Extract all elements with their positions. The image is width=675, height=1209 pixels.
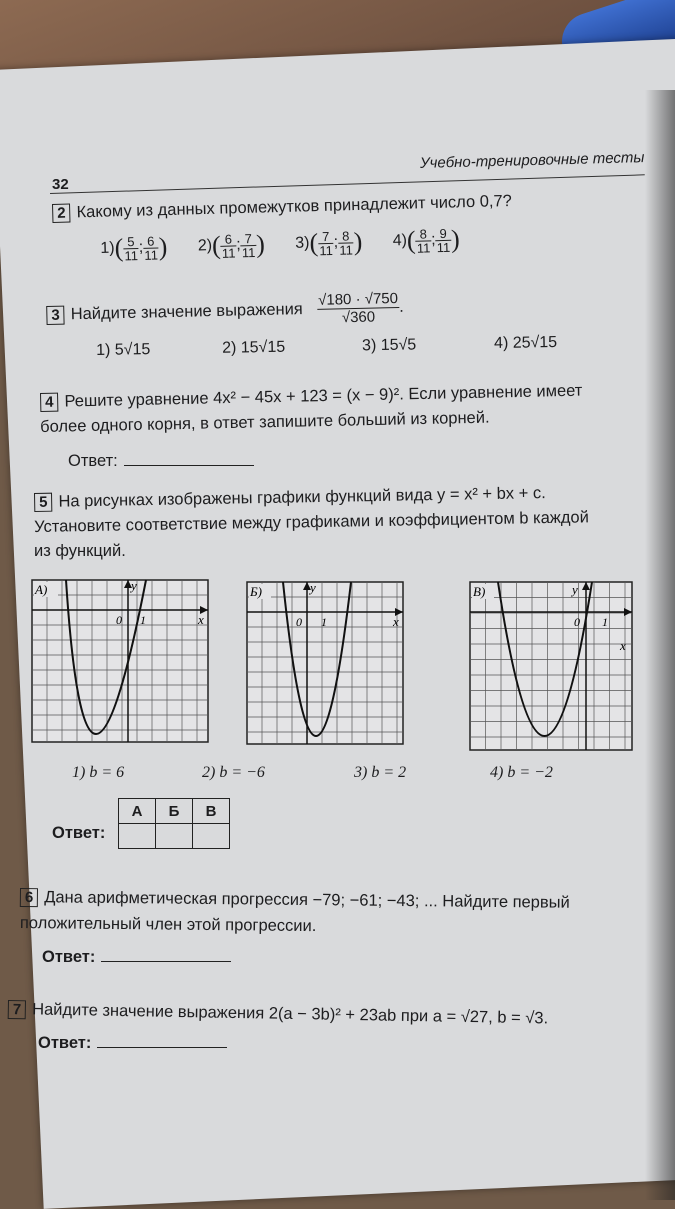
q2-option: 1)( $\frac{5}{11}$ ; $\frac{6}{11}$ ) — [100, 232, 168, 263]
question-line: Установите соответствие между графиками и коэффициентом b каждой — [34, 508, 590, 536]
answer-field[interactable] — [101, 961, 231, 962]
q5-option: 4) b = −2 — [490, 764, 553, 781]
answer-label: Ответ: — [52, 824, 106, 842]
answer-row — [68, 452, 254, 471]
answer-cell[interactable] — [193, 824, 230, 849]
graph-label: Б) — [250, 584, 262, 599]
question-3: 3 Найдите значение выражения $\frac{√180 \cdot √750}{√360}$ . — [46, 290, 404, 333]
origin-label: 0 — [116, 613, 122, 627]
q3-option: 3) 15√5 — [361, 336, 417, 355]
question-line: более одного корня, в ответ запишите больший из корней. — [40, 408, 490, 436]
answer-row — [42, 948, 231, 967]
origin-label: 0 — [296, 615, 302, 629]
question-number: 3 — [46, 305, 65, 324]
q3-option: 4) 25√15 — [493, 333, 558, 353]
answer-row — [38, 1034, 227, 1053]
q5-option: 3) b = 2 — [354, 764, 407, 781]
question-number: 2 — [52, 204, 71, 223]
answer-label: Ответ: — [38, 1034, 92, 1052]
table-header: В — [193, 799, 230, 824]
table-header: А — [119, 799, 156, 824]
question-number: 4 — [40, 393, 59, 412]
graph-label: А) — [35, 582, 48, 597]
question-text: Найдите значение выражения 2(a − 3b)² + 23ab при a = √27, b = √3. — [32, 1000, 549, 1028]
graph-c — [468, 580, 638, 754]
question-line: Дана арифметическая прогрессия −79; −61; −43; ... Найдите первый — [44, 888, 570, 912]
question-2 — [52, 192, 512, 223]
answer-label: Ответ: — [68, 452, 118, 470]
question-text: Какому из данных промежутков принадлежит число 0,7? — [76, 191, 513, 222]
q3-option: 1) 5√15 — [96, 341, 151, 359]
question-number: 5 — [34, 493, 53, 512]
x-axis-label: x — [198, 612, 204, 627]
unit-label: 1 — [321, 615, 327, 629]
question-7 — [8, 1000, 549, 1028]
answer-table — [118, 798, 230, 849]
question-line: На рисунках изображены графики функций вида y = x² + bx + c. — [58, 484, 546, 511]
question-4 — [40, 382, 583, 412]
q2-option: 2)( $\frac{6}{11}$ ; $\frac{7}{11}$ ) — [197, 229, 266, 261]
graph-a — [30, 578, 212, 746]
unit-label: 1 — [602, 615, 608, 629]
q3-fraction: $\frac{√180 \cdot √750}{√360}$ — [317, 290, 399, 327]
page-number: 32 — [52, 176, 69, 193]
y-axis-label: y — [310, 580, 316, 595]
table-header: Б — [156, 799, 193, 824]
running-title: Учебно-тренировочные тесты — [419, 149, 645, 172]
question-text: Найдите значение выражения — [70, 300, 303, 324]
question-line: Решите уравнение 4x² − 45x + 123 = (x − 9)². Если уравнение имеет — [64, 381, 583, 411]
question-6 — [20, 888, 570, 913]
question-number: 7 — [8, 1000, 27, 1019]
q5-option: 2) b = −6 — [202, 764, 265, 781]
q2-options — [100, 225, 460, 264]
answer-cell[interactable] — [156, 824, 193, 849]
q2-option: 3)( $\frac{7}{11}$ ; $\frac{8}{11}$ ) — [295, 227, 363, 258]
q5-options — [72, 764, 553, 782]
x-axis-label: x — [620, 638, 626, 653]
graph-b — [245, 580, 407, 748]
question-line: из функций. — [34, 542, 126, 560]
header-rule — [50, 174, 645, 194]
answer-label: Ответ: — [42, 948, 96, 966]
question-line: положительный член этой прогрессии. — [19, 914, 317, 936]
answer-field[interactable] — [97, 1047, 227, 1048]
question-5 — [34, 484, 546, 512]
answer-cell[interactable] — [119, 824, 156, 849]
q2-option: 4)( $\frac{8}{11}$ ; $\frac{9}{11}$ ) — [392, 224, 461, 256]
y-axis-label: y — [131, 578, 137, 593]
y-axis-label: y — [572, 582, 578, 597]
question-number: 6 — [20, 888, 39, 907]
q3-options — [96, 334, 557, 360]
x-axis-label: x — [393, 614, 399, 629]
answer-field[interactable] — [124, 465, 254, 466]
graph-label: В) — [473, 584, 486, 599]
unit-label: 1 — [140, 613, 146, 627]
origin-label: 0 — [574, 615, 580, 629]
q3-option: 2) 15√15 — [221, 338, 286, 357]
q5-option: 1) b = 6 — [72, 764, 125, 781]
